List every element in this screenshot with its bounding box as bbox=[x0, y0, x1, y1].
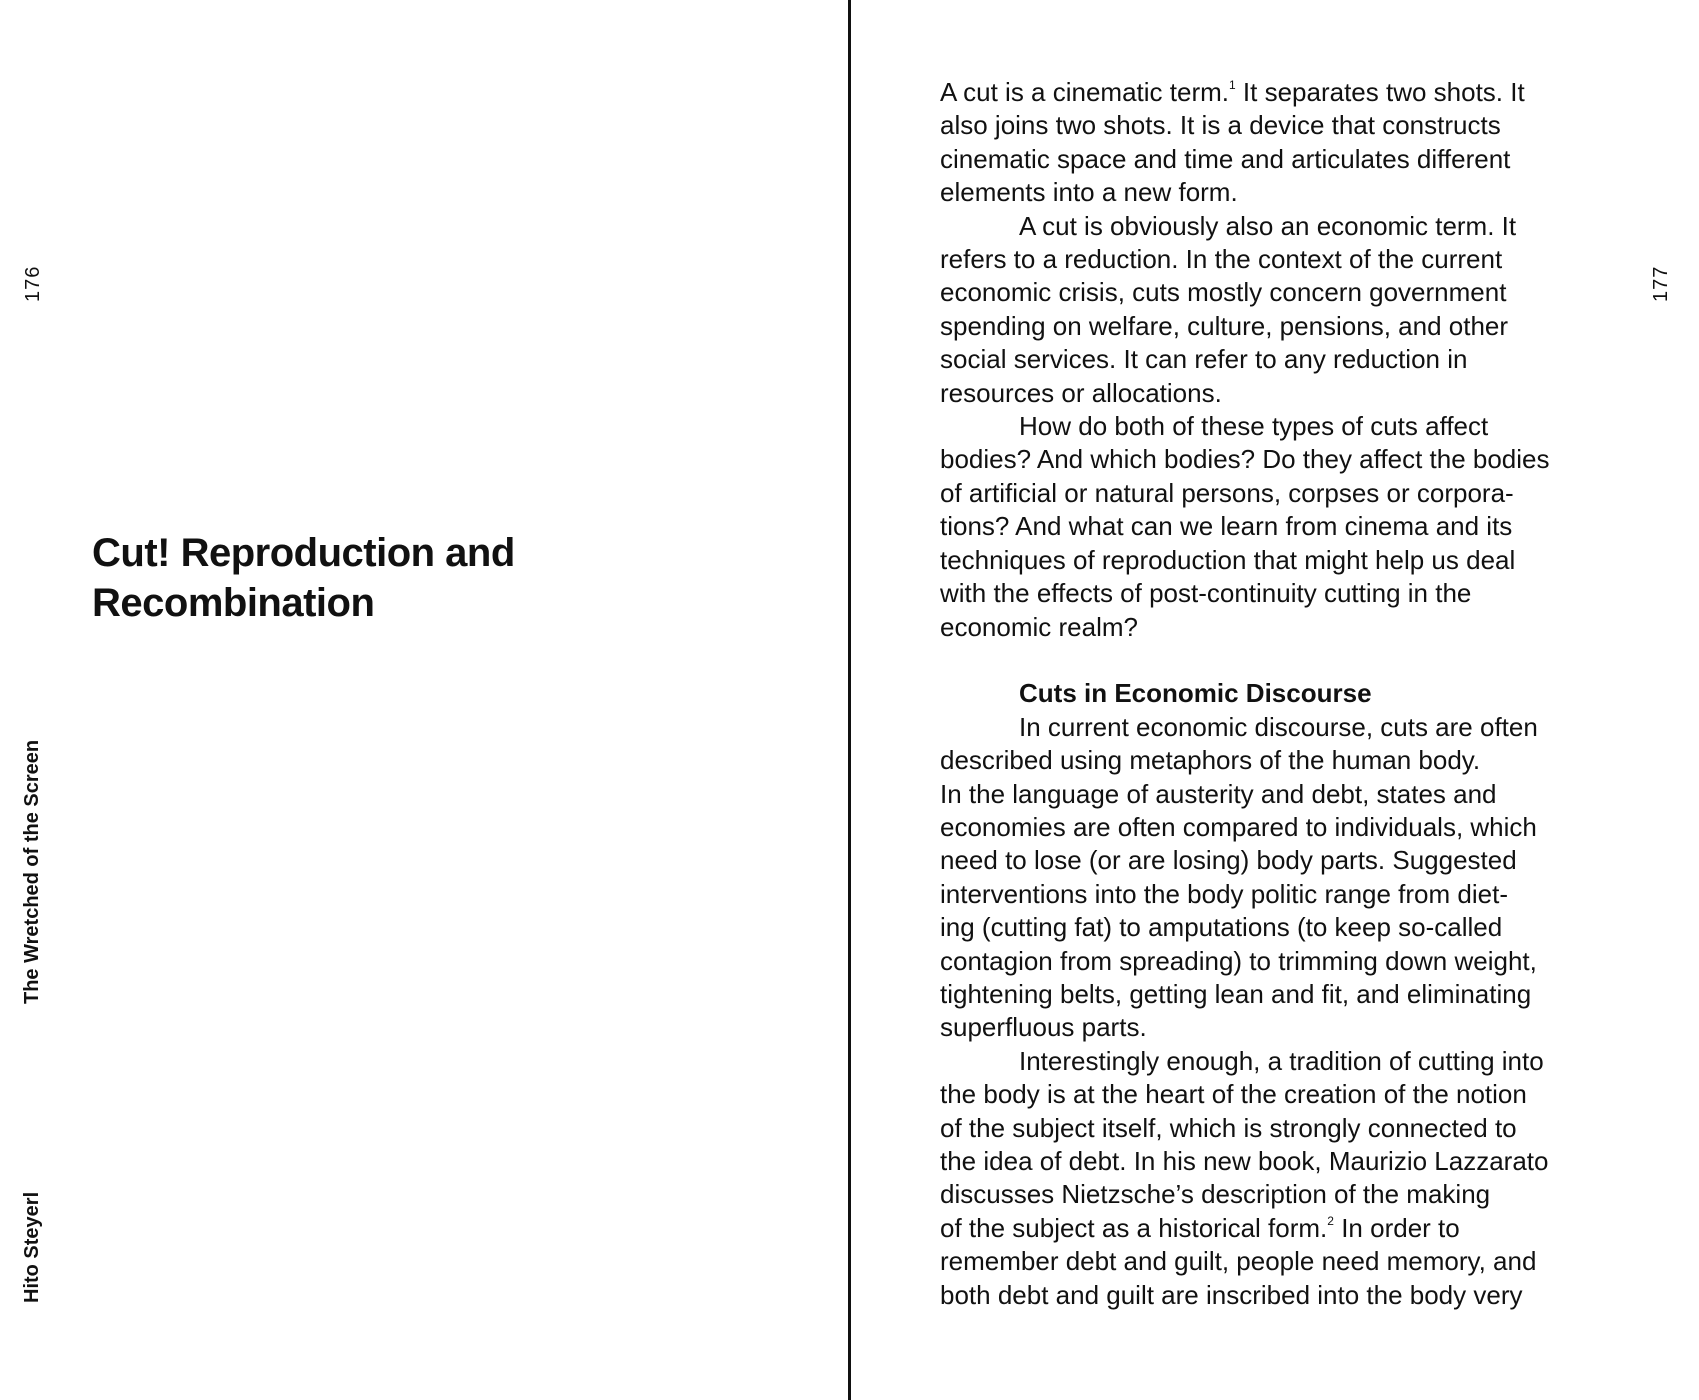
text-line: economic crisis, cuts mostly concern government bbox=[940, 277, 1507, 308]
text-line: tions? And what can we learn from cinema and its bbox=[940, 511, 1513, 542]
paragraph-first-line: How do both of these types of cuts affect bbox=[1019, 411, 1489, 442]
text-line: elements into a new form. bbox=[940, 177, 1238, 208]
text-line: social services. It can refer to any reduction in bbox=[940, 344, 1468, 375]
text-line: bodies? And which bodies? Do they affect the bodies bbox=[940, 444, 1550, 475]
paragraph-first-line: In current economic discourse, cuts are often bbox=[1019, 711, 1538, 742]
text-line: ing (cutting fat) to amputations (to keep so-called bbox=[940, 912, 1503, 943]
text-line: the body is at the heart of the creation of the notion bbox=[940, 1079, 1527, 1110]
text-line: superfluous parts. bbox=[940, 1012, 1147, 1043]
text-segment: of the subject as a historical form. bbox=[940, 1212, 1328, 1243]
footnote-marker[interactable]: 1 bbox=[1228, 78, 1236, 92]
chapter-title-line-2: Recombination bbox=[92, 581, 375, 625]
text-line: economies are often compared to individuals, which bbox=[940, 811, 1537, 842]
text-line: In the language of austerity and debt, states and bbox=[940, 778, 1497, 809]
text-line: of the subject itself, which is strongly connected to bbox=[940, 1112, 1517, 1143]
text-segment: A cut is a cinematic term. bbox=[940, 77, 1229, 107]
paragraph-spacer bbox=[940, 644, 1620, 677]
text-line: interventions into the body politic range from diet- bbox=[940, 878, 1508, 909]
chapter-title-line-1: Cut! Reproduction and bbox=[92, 531, 515, 575]
gutter-divider bbox=[848, 0, 851, 1400]
text-line: refers to a reduction. In the context of the current bbox=[940, 244, 1503, 275]
author-name: Hito Steyerl bbox=[21, 1191, 43, 1303]
paragraph-first-line: Interestingly enough, a tradition of cutting into bbox=[1019, 1045, 1544, 1076]
text-line-with-footnote bbox=[940, 76, 1620, 109]
text-line: resources or allocations. bbox=[940, 377, 1222, 408]
text-line: remember debt and guilt, people need memory, and bbox=[940, 1246, 1537, 1277]
text-line: contagion from spreading) to trimming down weight, bbox=[940, 945, 1537, 976]
text-line: spending on welfare, culture, pensions, and other bbox=[940, 310, 1509, 341]
text-line: techniques of reproduction that might help us deal bbox=[940, 544, 1516, 575]
text-line: need to lose (or are losing) body parts. Suggested bbox=[940, 845, 1517, 876]
text-line: the idea of debt. In his new book, Maurizio Lazzarato bbox=[940, 1145, 1549, 1176]
text-line: cinematic space and time and articulates different bbox=[940, 143, 1511, 174]
text-line-with-footnote bbox=[940, 1212, 1620, 1245]
section-heading: Cuts in Economic Discourse bbox=[1019, 678, 1372, 709]
text-segment: It separates two shots. It bbox=[1235, 77, 1525, 107]
text-line: also joins two shots. It is a device that constructs bbox=[940, 110, 1501, 141]
text-line: both debt and guilt are inscribed into the body very bbox=[940, 1279, 1523, 1310]
text-segment: In order to bbox=[1333, 1212, 1460, 1243]
chapter-title bbox=[92, 528, 652, 628]
text-line: described using metaphors of the human body. bbox=[940, 745, 1481, 776]
running-title: The Wretched of the Screen bbox=[21, 739, 43, 1004]
text-line: of artificial or natural persons, corpses or corpora- bbox=[940, 477, 1514, 508]
text-line: tightening belts, getting lean and fit, and eliminating bbox=[940, 978, 1532, 1009]
footnote-marker[interactable]: 2 bbox=[1327, 1213, 1334, 1228]
right-page-number: 177 bbox=[1650, 265, 1672, 302]
text-line: with the effects of post-continuity cutting in the bbox=[940, 578, 1472, 609]
body-text bbox=[940, 76, 1620, 1312]
left-page-number: 176 bbox=[22, 265, 44, 302]
left-page bbox=[0, 0, 848, 1400]
paragraph-first-line: A cut is obviously also an economic term. It bbox=[1019, 210, 1517, 241]
text-line: economic realm? bbox=[940, 611, 1138, 642]
text-line: discusses Nietzsche’s description of the making bbox=[940, 1179, 1491, 1210]
